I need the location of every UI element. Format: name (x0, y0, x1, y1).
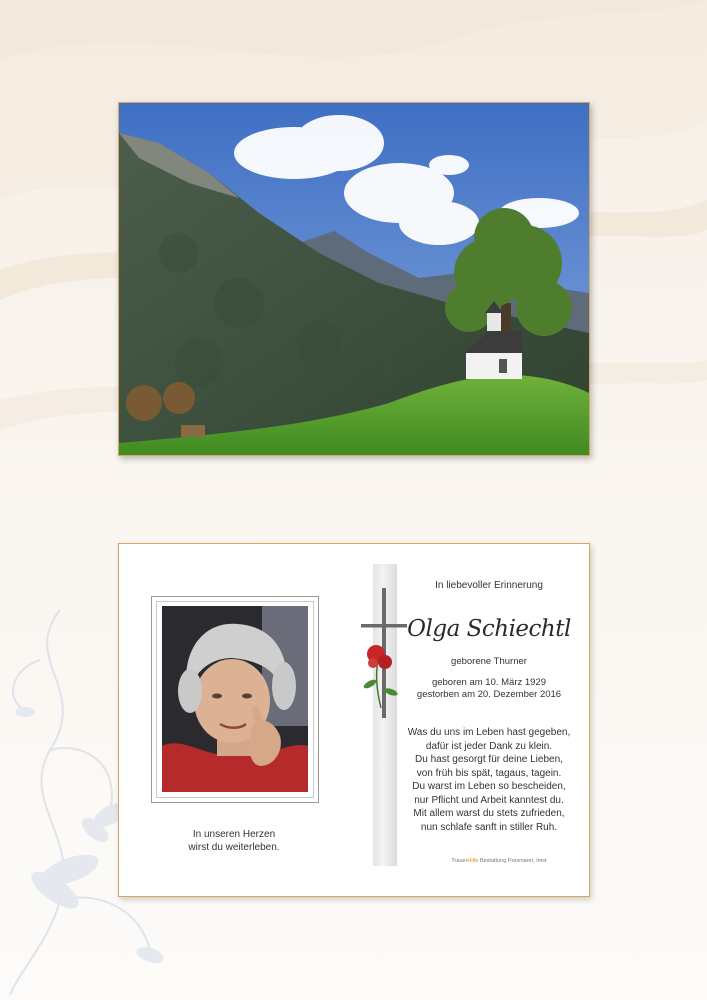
poem (404, 726, 574, 834)
poem-line: Mit allem warst du stets zufrieden, (413, 808, 565, 819)
footer-brand (424, 858, 574, 864)
landscape-photo (118, 102, 590, 456)
life-dates (404, 677, 574, 701)
death-date: gestorben am 20. Dezember 2016 (416, 689, 562, 700)
brand-prefix: Trauer (451, 858, 468, 864)
poem-line: nur Pflicht und Arbeit kanntest du. (414, 794, 564, 806)
poem-line: nun schlafe sanft in stiller Ruh. (420, 821, 558, 833)
deceased-name: Olga Schiechtl (407, 616, 571, 642)
maiden-name: geborene Thurner (451, 656, 527, 667)
left-caption-line2: wirst du weiterleben. (188, 842, 280, 853)
poem-line: Du hast gesorgt für deine Lieben, (415, 754, 563, 765)
intro-text: In liebevoller Erinnerung (435, 580, 543, 591)
portrait-frame (151, 596, 319, 803)
left-caption-line1: In unseren Herzen (192, 829, 276, 840)
poem-line: dafür ist jeder Dank zu klein. (425, 740, 553, 752)
brand-rest: Bestattung Praxmarer, Imst (478, 858, 547, 864)
birth-date: geboren am 10. März 1929 (431, 677, 547, 688)
poem-line: von früh bis spät, tagaus, tagein. (416, 767, 562, 779)
poem-line: Was du uns im Leben hast gegeben, (407, 727, 571, 738)
portrait-photo (162, 606, 308, 792)
memorial-card (118, 543, 590, 897)
rose-icon (362, 645, 398, 708)
left-caption (151, 828, 317, 854)
cross-icon (361, 588, 409, 718)
brand-accent: Hilfe (467, 858, 479, 864)
poem-line: Du warst im Leben so bescheiden, (412, 781, 566, 792)
